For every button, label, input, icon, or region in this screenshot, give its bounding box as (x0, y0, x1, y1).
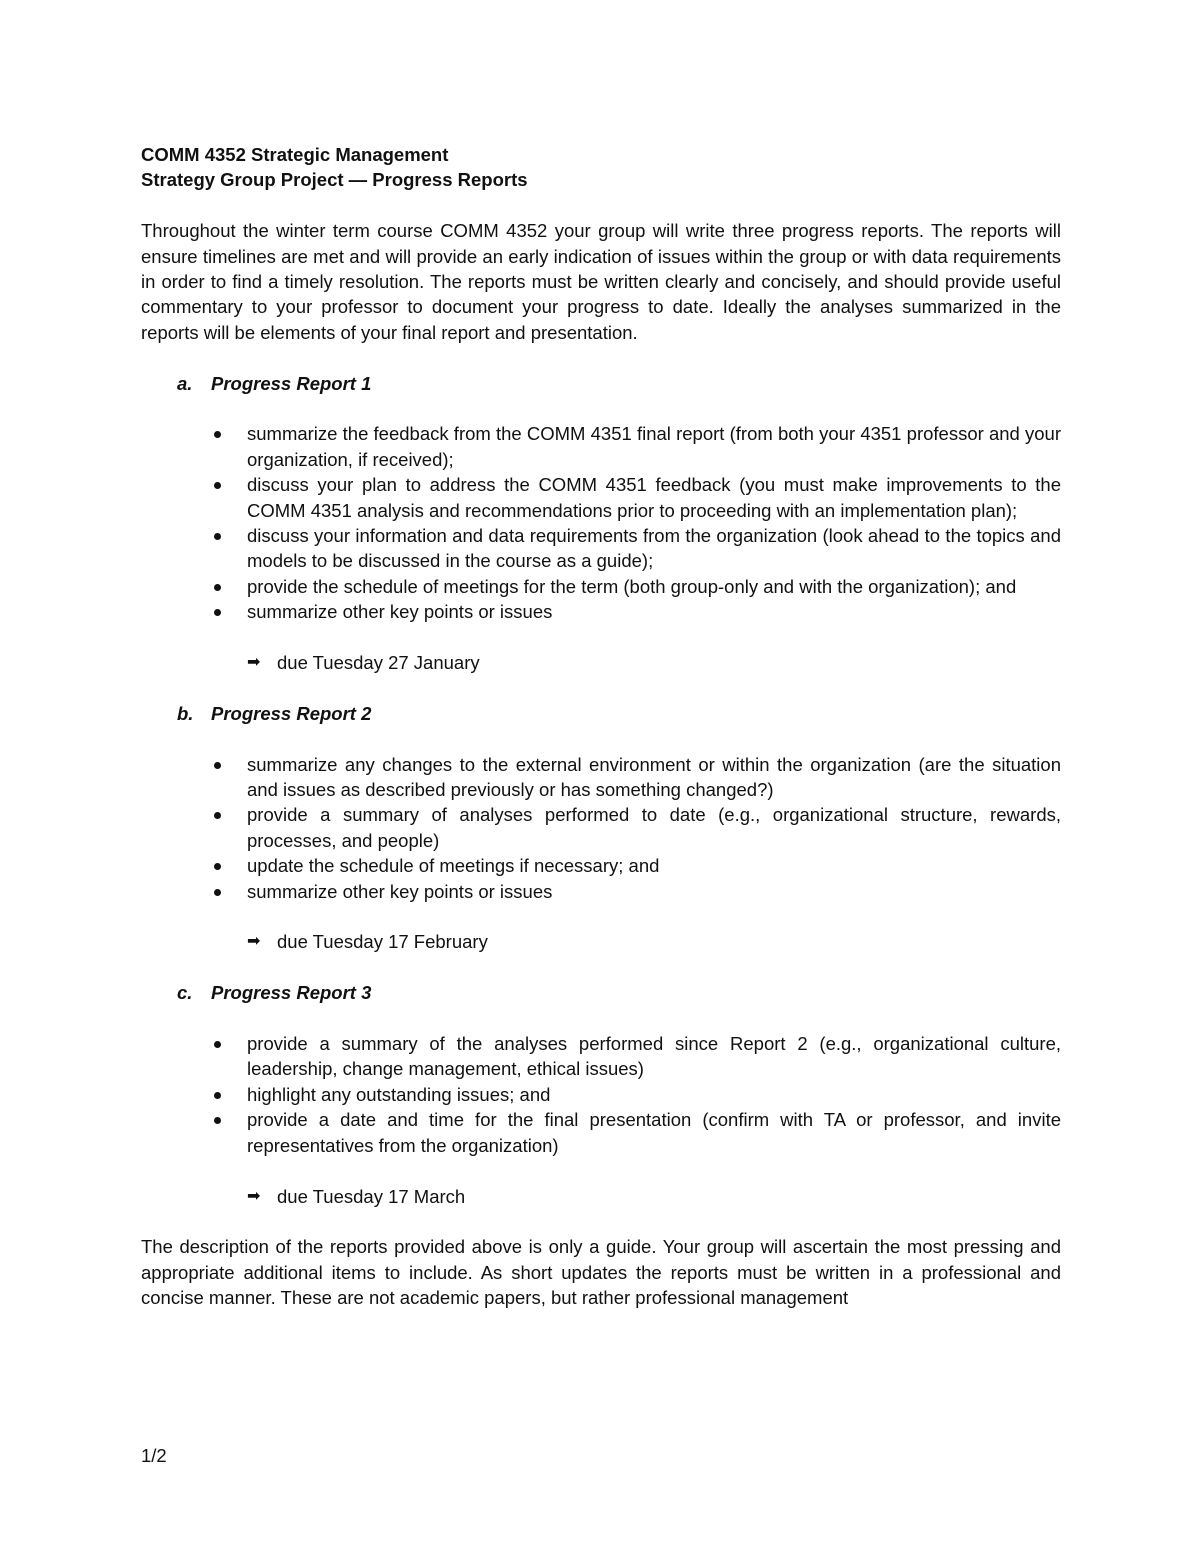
section-title: Progress Report 2 (211, 702, 372, 724)
project-title: Strategy Group Project — Progress Reports (141, 169, 528, 191)
list-item: update the schedule of meetings if necessary; and (141, 853, 1061, 878)
list-item: summarize any changes to the external environment or within the organization (are the situation and issues as described previously or has something changed?) (141, 752, 1061, 803)
intro-paragraph: Throughout the winter term course COMM 4352 your group will write three progress reports. The reports will ensure timelines are met and will provide an early indication of issues within the group or with data requirements in order to find a timely resolution. The reports must be written clearly and concisely, and should provide useful commentary to your professor to document your progress to date. Ideally the analyses summarized in the reports will be elements of your final report and presentation. (141, 220, 1061, 343)
bullet-list (141, 421, 1061, 624)
list-item: discuss your information and data requirements from the organization (look ahead to the topics and models to be discussed in the course as a guide); (141, 523, 1061, 574)
right-arrow-icon: ➡ (247, 933, 261, 951)
due-text: due Tuesday 17 February (277, 931, 488, 953)
due-date (141, 929, 1061, 954)
section-title: Progress Report 1 (211, 372, 372, 394)
bullet-dot-icon (214, 762, 221, 769)
list-item: highlight any outstanding issues; and (141, 1082, 1061, 1107)
list-item: provide the schedule of meetings for the term (both group-only and with the organization); and (141, 574, 1061, 599)
bullet-dot-icon (214, 482, 221, 489)
bullet-dot-icon (214, 1041, 221, 1048)
right-arrow-icon: ➡ (247, 1187, 261, 1205)
list-item: provide a summary of analyses performed to date (e.g., organizational structure, rewards, processes, and people) (141, 802, 1061, 853)
closing-paragraph: The description of the reports provided above is only a guide. Your group will ascertain the most pressing and appropriate additional items to include. As short updates the reports must be written in a professional and concise manner. These are not academic papers, but rather professional management (141, 1236, 1061, 1309)
list-item: provide a date and time for the final presentation (confirm with TA or professor, and invite representatives from the organization) (141, 1107, 1061, 1158)
right-arrow-icon: ➡ (247, 654, 261, 672)
section-progress-report-1 (141, 371, 1061, 676)
bullet-dot-icon (214, 889, 221, 896)
course-title: COMM 4352 Strategic Management (141, 144, 449, 165)
spacer (141, 193, 1061, 218)
section-heading (141, 371, 1061, 396)
section-heading (141, 980, 1061, 1005)
bullet-dot-icon (214, 431, 221, 438)
section-letter: c. (177, 982, 193, 1004)
due-text: due Tuesday 17 March (277, 1185, 466, 1207)
section-letter: b. (177, 702, 194, 724)
list-item: summarize other key points or issues (141, 879, 1061, 904)
section-letter: a. (177, 372, 193, 394)
bullet-dot-icon (214, 584, 221, 591)
list-item: summarize the feedback from the COMM 4351 final report (from both your 4351 professor and your organization, if received); (141, 421, 1061, 472)
due-date (141, 1184, 1061, 1209)
bullet-dot-icon (214, 863, 221, 870)
bullet-dot-icon (214, 533, 221, 540)
section-progress-report-2 (141, 701, 1061, 955)
page-number: 1/2 (141, 1445, 167, 1466)
section-heading (141, 701, 1061, 726)
bullet-list (141, 752, 1061, 904)
bullet-dot-icon (214, 1117, 221, 1124)
due-date (141, 650, 1061, 675)
spacer (141, 345, 1061, 370)
list-item: discuss your plan to address the COMM 4351 feedback (you must make improvements to the COMM 4351 analysis and recommendations prior to proceeding with an implementation plan); (141, 472, 1061, 523)
bullet-dot-icon (214, 609, 221, 616)
section-progress-report-3 (141, 980, 1061, 1209)
due-text: due Tuesday 27 January (277, 652, 480, 674)
bullet-list (141, 1031, 1061, 1158)
section-title: Progress Report 3 (211, 982, 372, 1004)
bullet-dot-icon (214, 812, 221, 819)
document-page (141, 142, 1061, 1311)
list-item: provide a summary of the analyses performed since Report 2 (e.g., organizational culture, leadership, change management, ethical issues) (141, 1031, 1061, 1082)
list-item: summarize other key points or issues (141, 599, 1061, 624)
bullet-dot-icon (214, 1092, 221, 1099)
